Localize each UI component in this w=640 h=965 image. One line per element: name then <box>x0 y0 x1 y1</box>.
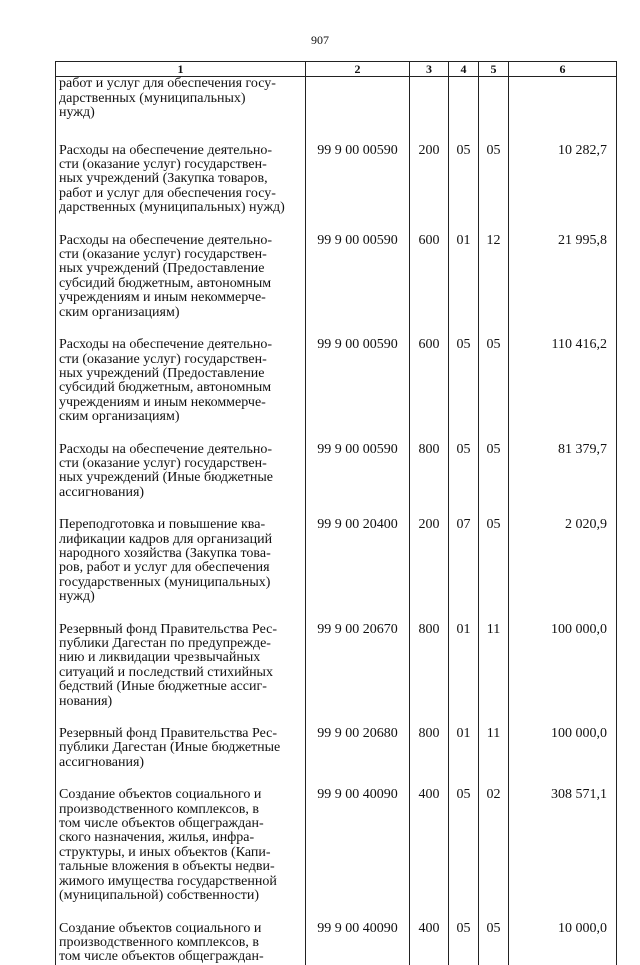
name-line: ных учреждений (Предоставление <box>59 365 265 381</box>
name-line: сти (оказание услуг) государствен- <box>59 351 267 367</box>
row-pr: 05 <box>479 143 509 233</box>
table-row <box>56 337 617 441</box>
name-line: ассигнования) <box>59 484 145 500</box>
row-vr: 800 <box>410 442 449 518</box>
table-row <box>56 726 617 787</box>
name-line: структуры, и иных объектов (Капи- <box>59 844 271 860</box>
name-line: Расходы на обеспечение деятельно- <box>59 232 272 248</box>
name-line: нужд) <box>59 589 95 605</box>
row-name <box>56 517 306 621</box>
row-amount: 81 379,7 <box>509 442 617 518</box>
name-line: субсидий бюджетным, автономным <box>59 380 272 396</box>
continuation-row <box>56 77 617 143</box>
row-vr: 800 <box>410 726 449 787</box>
row-rz: 05 <box>449 787 479 920</box>
name-line: том числе объектов общеграждан- <box>59 949 264 965</box>
row-rz: 05 <box>449 921 479 965</box>
row-pr: 11 <box>479 726 509 787</box>
row-amount: 110 416,2 <box>509 337 617 441</box>
name-line: дарственных (муниципальных) нужд) <box>59 200 285 216</box>
name-line: субсидий бюджетным, автономным <box>59 275 272 291</box>
row-rz: 01 <box>449 726 479 787</box>
name-line: государственных (муниципальных) <box>59 574 271 590</box>
name-line: нужд) <box>59 105 95 121</box>
row-name <box>56 622 306 726</box>
name-line: нию и ликвидации чрезвычайных <box>59 650 261 666</box>
table-row <box>56 233 617 337</box>
row-pr: 05 <box>479 517 509 621</box>
row-rz: 05 <box>449 143 479 233</box>
row-rz: 05 <box>449 337 479 441</box>
name-line: Резервный фонд Правительства Рес- <box>59 726 278 742</box>
row-csr <box>306 77 410 143</box>
row-name <box>56 787 306 920</box>
table-body <box>56 77 617 965</box>
row-amount: 100 000,0 <box>509 726 617 787</box>
table-row <box>56 442 617 518</box>
name-line: учреждениям и иным некоммерче- <box>59 290 266 306</box>
row-pr: 02 <box>479 787 509 920</box>
row-amount: 100 000,0 <box>509 622 617 726</box>
row-vr: 800 <box>410 622 449 726</box>
row-csr: 99 9 00 40090 <box>306 921 410 965</box>
page-number: 907 <box>311 33 329 47</box>
name-line: ных учреждений (Закупка товаров, <box>59 171 268 187</box>
name-line: Расходы на обеспечение деятельно- <box>59 142 272 158</box>
column-header-2: 2 <box>306 62 410 77</box>
row-vr <box>410 77 449 143</box>
column-header-4: 4 <box>449 62 479 77</box>
row-csr: 99 9 00 00590 <box>306 143 410 233</box>
column-header-1: 1 <box>56 62 306 77</box>
row-amount: 308 571,1 <box>509 787 617 920</box>
row-rz <box>449 77 479 143</box>
row-pr: 05 <box>479 921 509 965</box>
row-csr: 99 9 00 20680 <box>306 726 410 787</box>
column-header-6: 6 <box>509 62 617 77</box>
name-line: ского назначения, жилья, инфра- <box>59 830 255 846</box>
name-line: Резервный фонд Правительства Рес- <box>59 621 278 637</box>
row-vr: 600 <box>410 337 449 441</box>
name-line: сти (оказание услуг) государствен- <box>59 247 267 263</box>
name-line: учреждениям и иным некоммерче- <box>59 394 266 410</box>
row-name <box>56 726 306 787</box>
name-line: Переподготовка и повышение ква- <box>59 517 266 533</box>
row-amount <box>509 77 617 143</box>
row-name <box>56 77 306 143</box>
row-vr: 600 <box>410 233 449 337</box>
name-line: ским организациям) <box>59 304 180 320</box>
column-header-3: 3 <box>410 62 449 77</box>
name-line: нования) <box>59 693 113 709</box>
row-vr: 200 <box>410 517 449 621</box>
row-csr: 99 9 00 00590 <box>306 233 410 337</box>
name-line: сти (оказание услуг) государствен- <box>59 157 267 173</box>
table-row <box>56 622 617 726</box>
row-pr: 12 <box>479 233 509 337</box>
name-line: народного хозяйства (Закупка това- <box>59 545 271 561</box>
name-line: Создание объектов социального и <box>59 787 262 803</box>
row-rz: 07 <box>449 517 479 621</box>
row-pr: 11 <box>479 622 509 726</box>
name-line: бедствий (Иные бюджетные ассиг- <box>59 679 267 695</box>
row-csr: 99 9 00 00590 <box>306 442 410 518</box>
row-name <box>56 143 306 233</box>
row-amount: 10 282,7 <box>509 143 617 233</box>
name-line: ров, работ и услуг для обеспечения <box>59 560 270 576</box>
header-row <box>56 62 617 77</box>
name-line: ных учреждений (Иные бюджетные <box>59 470 273 486</box>
name-line: (муниципальной) собственности) <box>59 888 260 904</box>
row-csr: 99 9 00 20400 <box>306 517 410 621</box>
name-line: Создание объектов социального и <box>59 920 262 936</box>
row-vr: 400 <box>410 921 449 965</box>
row-vr: 200 <box>410 143 449 233</box>
table-row <box>56 143 617 233</box>
name-line: работ и услуг для обеспечения госу- <box>59 185 276 201</box>
name-line: сти (оказание услуг) государствен- <box>59 455 267 471</box>
name-line: ситуаций и последствий стихийных <box>59 664 273 680</box>
row-name <box>56 442 306 518</box>
row-name <box>56 233 306 337</box>
name-line: ных учреждений (Предоставление <box>59 261 265 277</box>
row-amount: 2 020,9 <box>509 517 617 621</box>
name-line: производственного комплексов, в <box>59 934 259 950</box>
row-pr: 05 <box>479 442 509 518</box>
row-csr: 99 9 00 20670 <box>306 622 410 726</box>
name-line: Расходы на обеспечение деятельно- <box>59 441 272 457</box>
name-line: том числе объектов общеграждан- <box>59 816 264 832</box>
row-pr <box>479 77 509 143</box>
table-row <box>56 921 617 965</box>
budget-table <box>55 61 617 965</box>
name-line: дарственных (муниципальных) <box>59 90 246 106</box>
table-row <box>56 517 617 621</box>
column-header-5: 5 <box>479 62 509 77</box>
name-line: работ и услуг для обеспечения госу- <box>59 76 276 92</box>
name-line: публики Дагестан по предупрежде- <box>59 636 271 651</box>
row-amount: 10 000,0 <box>509 921 617 965</box>
name-line: Расходы на обеспечение деятельно- <box>59 337 272 353</box>
name-line: производственного комплексов, в <box>59 801 259 817</box>
name-line: жимого имущества государственной <box>59 873 277 889</box>
row-name <box>56 337 306 441</box>
name-line: ассигнования) <box>59 754 145 770</box>
row-csr: 99 9 00 00590 <box>306 337 410 441</box>
name-line: лификации кадров для организаций <box>59 531 273 547</box>
row-vr: 400 <box>410 787 449 920</box>
name-line: публики Дагестан (Иные бюджетные <box>59 740 281 756</box>
name-line: тальные вложения в объекты недви- <box>59 859 275 875</box>
row-csr: 99 9 00 40090 <box>306 787 410 920</box>
name-line: ским организациям) <box>59 409 180 425</box>
row-rz: 01 <box>449 233 479 337</box>
row-name <box>56 921 306 965</box>
row-rz: 05 <box>449 442 479 518</box>
table-row <box>56 787 617 920</box>
row-rz: 01 <box>449 622 479 726</box>
row-amount: 21 995,8 <box>509 233 617 337</box>
row-pr: 05 <box>479 337 509 441</box>
